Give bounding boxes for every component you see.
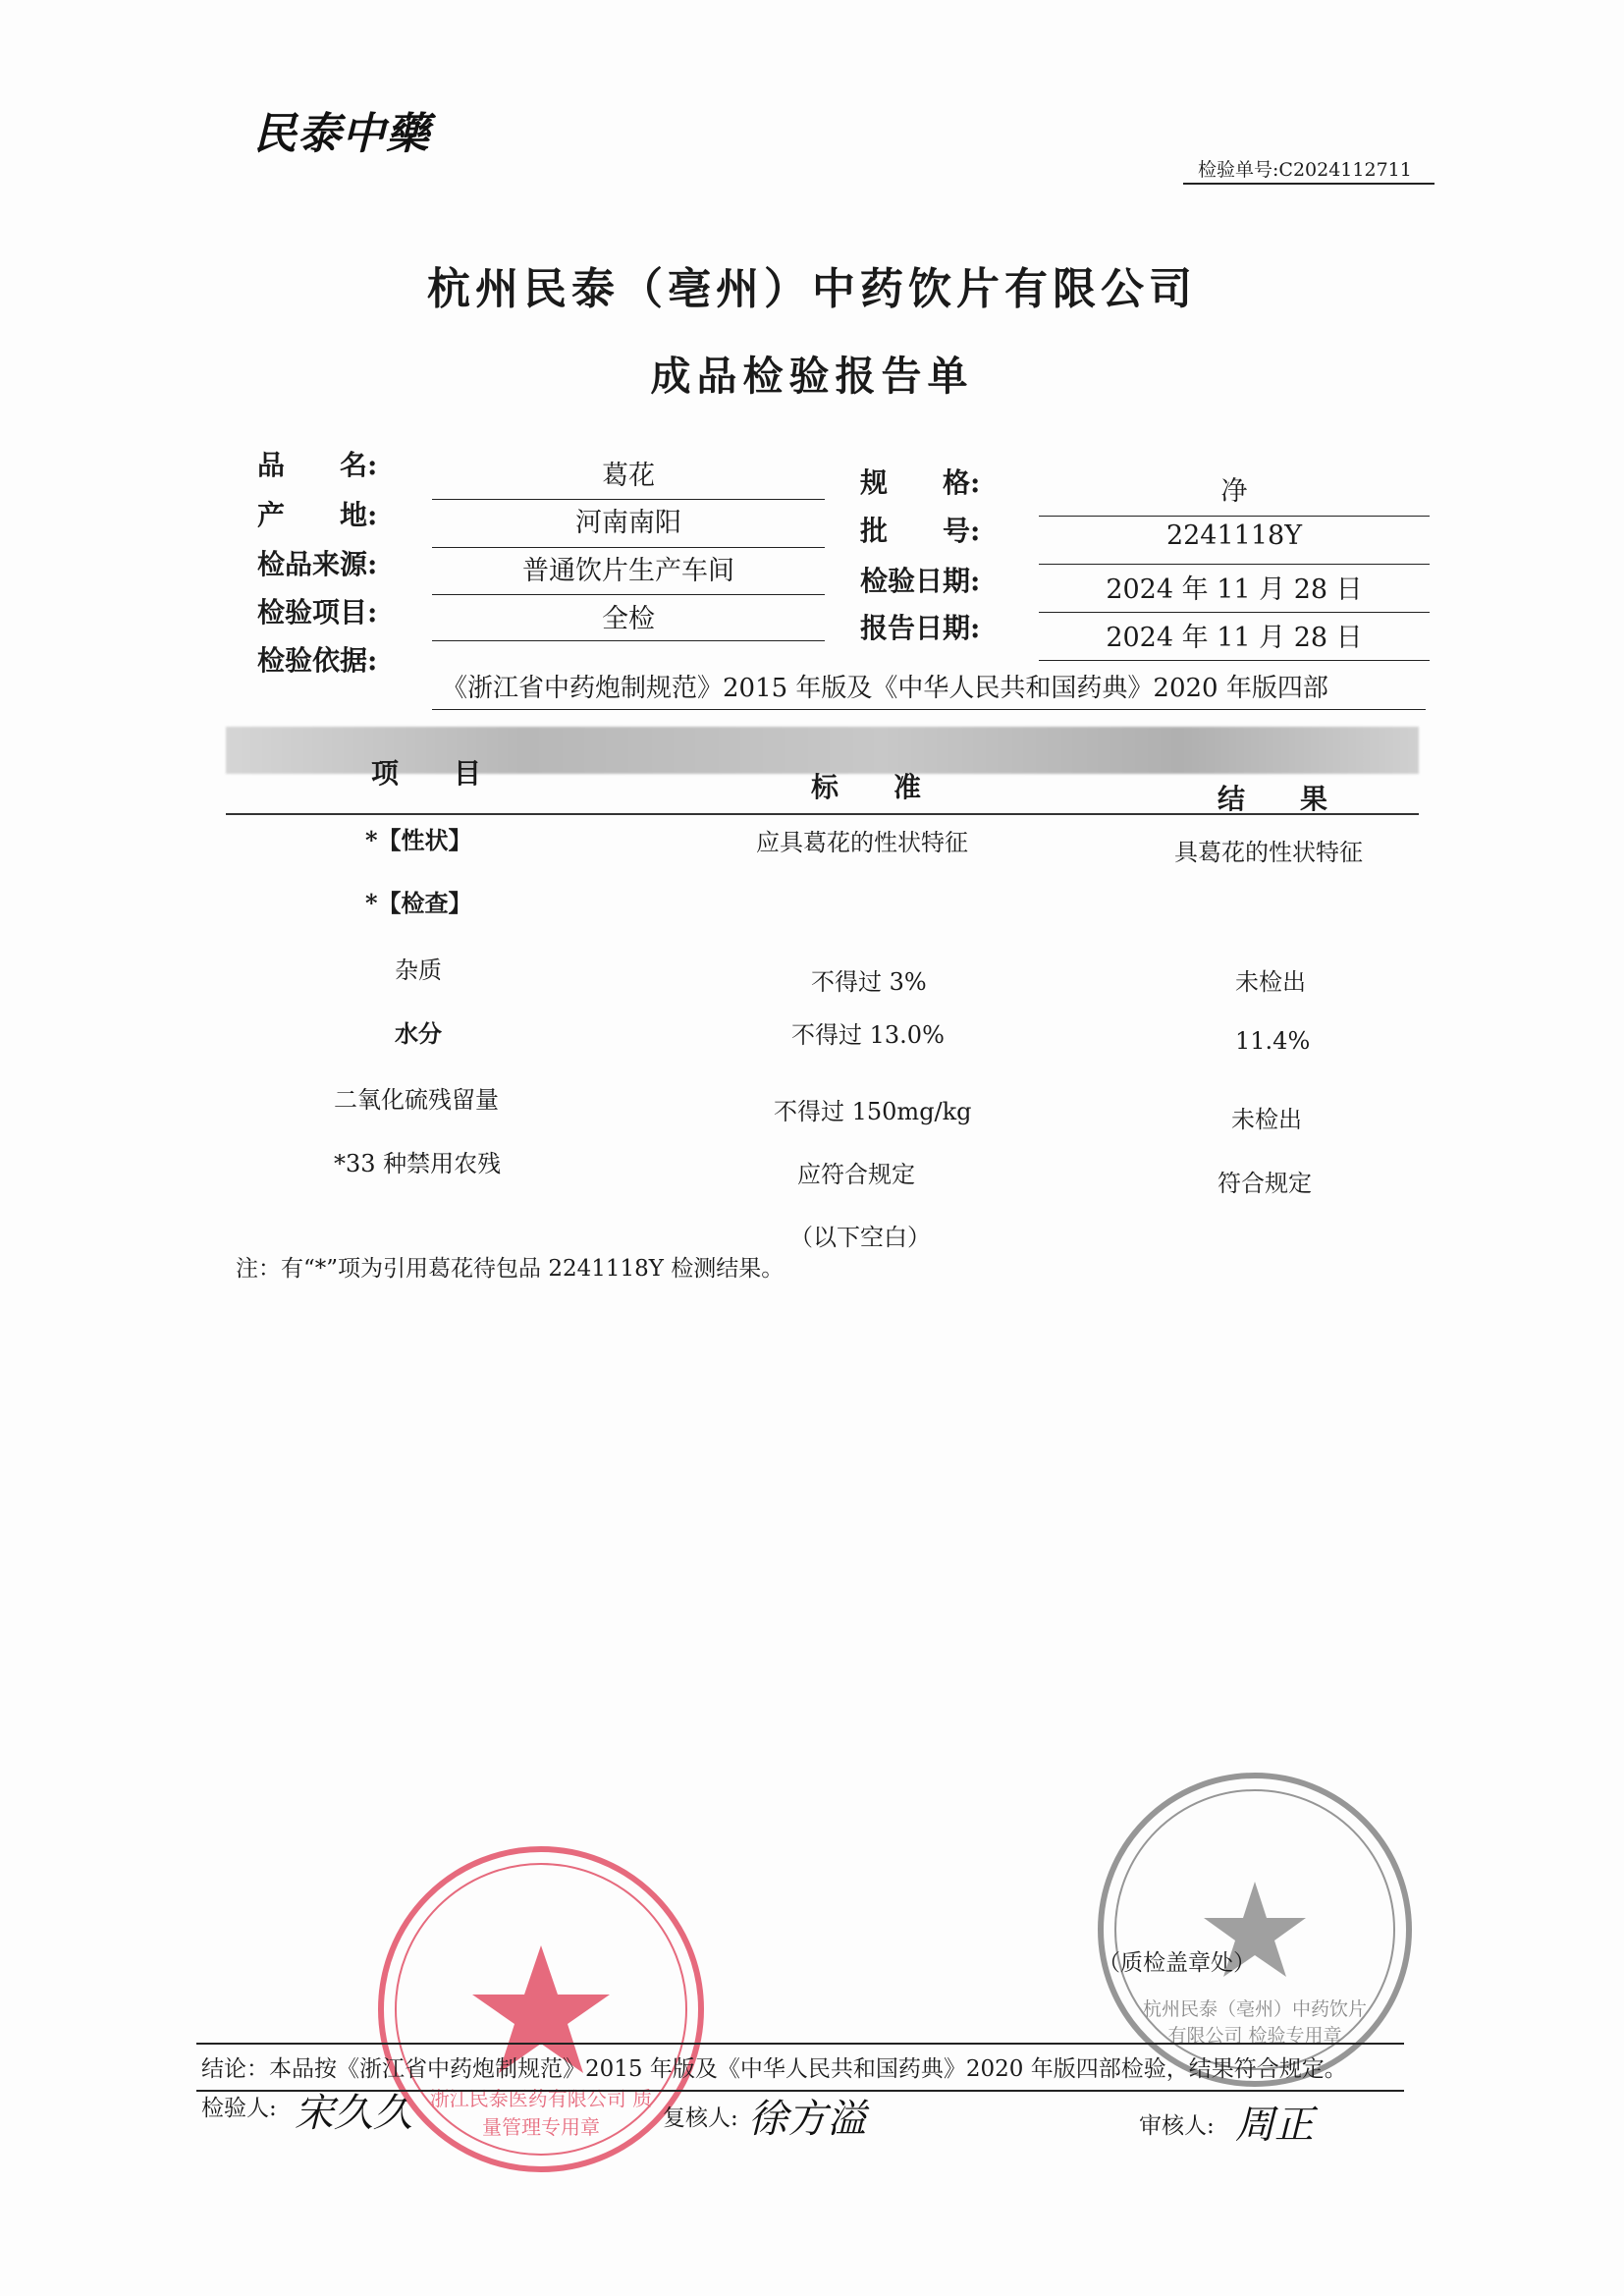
batch-no-underline (1039, 564, 1430, 565)
report-number-label: 检验单号: (1198, 159, 1279, 181)
product-name-label: 品 名: (257, 449, 378, 481)
spec-label: 规 格: (860, 466, 981, 499)
reviewer-label: 复核人: (663, 2105, 738, 2131)
inspector-label: 检验人: (201, 2096, 277, 2121)
table-blank-note: （以下空白） (789, 1224, 931, 1251)
report-number (1198, 155, 1412, 182)
basis-value: 《浙江省中药炮制规范》2015 年版及《中华人民共和国药典》2020 年版四部 (442, 674, 1328, 703)
batch-no-value: 2241118Y (1165, 520, 1303, 551)
table-row-standard: 应符合规定 (797, 1161, 915, 1188)
product-name-value: 葛花 (602, 461, 655, 491)
table-header-rule (226, 813, 1419, 815)
report-number-underline (1183, 183, 1435, 185)
seal-placement-hint: （质检盖章处） (1098, 1950, 1256, 1976)
inspector-signature: 宋久久 (295, 2091, 412, 2136)
table-row-standard: 不得过 13.0% (791, 1021, 945, 1049)
test-items-underline (432, 640, 825, 641)
table-row-item: 杂质 (395, 957, 442, 984)
test-date-value: 2024 年 11 月 28 日 (1106, 574, 1363, 605)
table-row-item: 二氧化硫残留量 (334, 1086, 499, 1114)
table-row-standard: 应具葛花的性状特征 (756, 829, 968, 856)
reference-note: 注：有“*”项为引用葛花待包品 2241118Y 检测结果。 (236, 1256, 785, 1282)
grey-seal-text: 杭州民泰（亳州）中药饮片有限公司 检验专用章 (1142, 1998, 1367, 2047)
test-items-label: 检验项目: (257, 596, 378, 629)
origin-value: 河南南阳 (575, 508, 681, 538)
header-standard: 标 准 (811, 771, 922, 803)
header-item: 项 目 (371, 757, 482, 790)
table-row-result: 未检出 (1231, 1106, 1302, 1133)
origin-label: 产 地: (257, 499, 378, 531)
basis-label: 检验依据: (257, 644, 378, 677)
company-logo: 民泰中藥 (253, 109, 430, 159)
document-title: 成品检验报告单 (650, 353, 974, 400)
report-date-value: 2024 年 11 月 28 日 (1106, 623, 1363, 653)
table-row-item: *【性状】 (365, 826, 472, 854)
report-date-underline (1039, 660, 1430, 661)
table-row-standard: 不得过 150mg/kg (774, 1098, 972, 1125)
test-date-underline (1039, 612, 1430, 613)
table-row-standard: 不得过 3% (811, 968, 927, 996)
conclusion: 结论：本品按《浙江省中药炮制规范》2015 年版及《中华人民共和国药典》2020 年版四部检验，结果符合规定。 (201, 2056, 1347, 2082)
test-date-label: 检验日期: (860, 565, 981, 597)
header-result: 结 果 (1218, 783, 1328, 815)
approver-signature: 周正 (1235, 2103, 1314, 2148)
origin-underline (432, 547, 825, 548)
sample-source-underline (432, 594, 825, 595)
basis-underline (432, 709, 1426, 710)
table-row-item: 水分 (395, 1019, 442, 1048)
spec-value: 净 (1220, 476, 1248, 507)
product-name-underline (432, 499, 825, 500)
table-row-item: *33 种禁用农残 (334, 1150, 502, 1177)
approver-label: 审核人: (1139, 2113, 1215, 2139)
table-row-result: 符合规定 (1218, 1170, 1312, 1197)
conclusion-top-rule (196, 2043, 1404, 2045)
report-date-label: 报告日期: (860, 612, 981, 644)
table-row-result: 11.4% (1235, 1027, 1311, 1055)
company-name: 杭州民泰（亳州）中药饮片有限公司 (427, 264, 1197, 314)
quality-management-seal (378, 1846, 704, 2172)
inspection-seal (1098, 1773, 1412, 2087)
report-number-value: C2024112711 (1278, 159, 1412, 181)
table-row-item: *【检查】 (365, 889, 472, 917)
red-seal-text: 浙江民泰医药有限公司 质量管理专用章 (429, 2087, 653, 2139)
sample-source-label: 检品来源: (257, 548, 378, 580)
table-row-result: 未检出 (1235, 968, 1306, 996)
table-row-result: 具葛花的性状特征 (1174, 839, 1363, 866)
spec-underline (1039, 516, 1430, 517)
test-items-value: 全检 (602, 604, 655, 634)
batch-no-label: 批 号: (860, 515, 981, 547)
reviewer-signature: 徐方溢 (748, 2097, 866, 2142)
sample-source-value: 普通饮片生产车间 (522, 556, 734, 586)
